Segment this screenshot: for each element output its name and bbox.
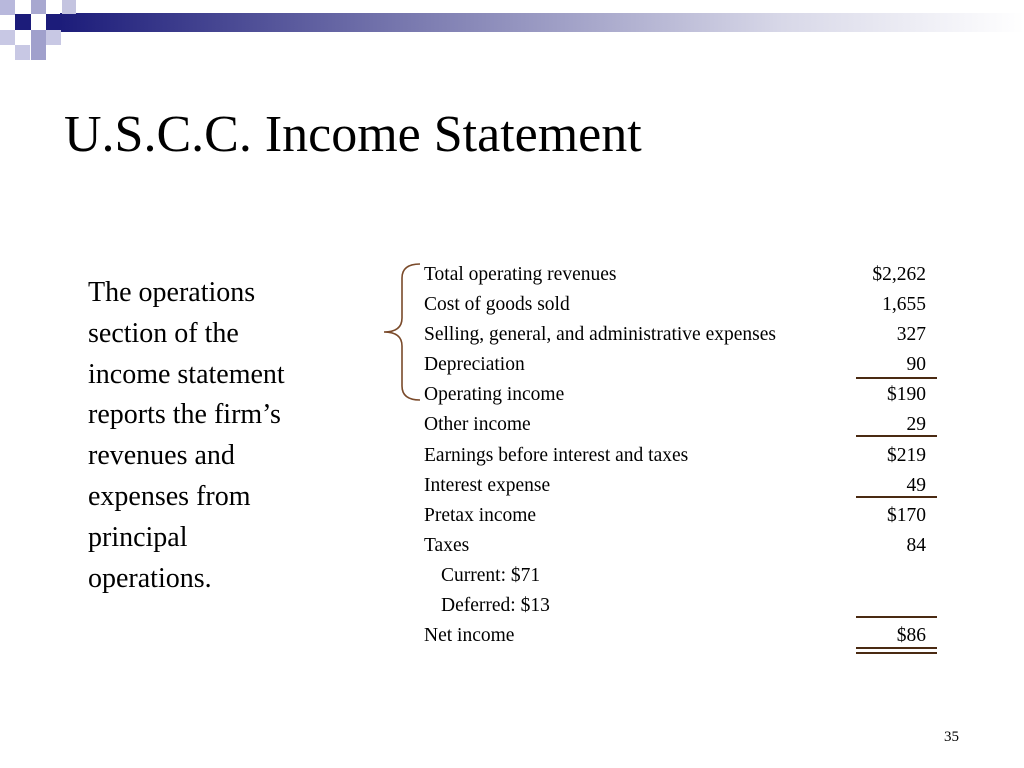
- table-row: [424, 412, 944, 442]
- description-line: operations.: [88, 562, 212, 594]
- row-label: Earnings before interest and taxes: [424, 444, 689, 466]
- row-label: Operating income: [424, 384, 565, 406]
- description-line: The operations: [88, 277, 256, 308]
- row-label: Pretax income: [424, 504, 537, 526]
- table-row: [424, 473, 944, 503]
- row-label: Depreciation: [424, 354, 525, 376]
- table-row: [424, 503, 944, 533]
- row-amount: 1,655: [882, 294, 926, 316]
- row-amount: 49: [906, 474, 926, 496]
- decor-square: [46, 14, 62, 30]
- table-row: [424, 262, 944, 292]
- decor-square: [62, 0, 76, 14]
- row-label: Other income: [424, 414, 531, 436]
- description-line: section of the: [88, 317, 239, 349]
- row-label: Cost of goods sold: [424, 294, 570, 316]
- operations-brace: [378, 262, 422, 402]
- row-label: Selling, general, and administrative expenses: [424, 324, 776, 346]
- row-label: Net income: [424, 625, 515, 647]
- decor-square: [31, 45, 46, 60]
- double-underline-rule: [856, 652, 937, 654]
- row-label: Taxes: [424, 534, 470, 556]
- row-label: Current: $71: [441, 564, 541, 586]
- table-row: [424, 322, 944, 352]
- description-paragraph: [88, 273, 348, 599]
- double-underline-rule: [856, 647, 937, 649]
- table-row: [424, 382, 944, 412]
- row-amount: $86: [896, 625, 926, 647]
- row-amount: 327: [896, 324, 926, 346]
- row-amount: 84: [906, 534, 926, 556]
- row-label: Deferred: $13: [441, 595, 550, 617]
- table-row: [424, 563, 944, 593]
- table-row: [424, 292, 944, 322]
- table-row: [424, 593, 944, 623]
- row-amount: 90: [906, 354, 926, 376]
- decor-square: [46, 30, 61, 45]
- decor-square: [31, 30, 46, 45]
- subtotal-rule: [856, 377, 937, 379]
- decor-square: [15, 14, 31, 30]
- header-decoration: [0, 0, 1024, 70]
- row-label: Interest expense: [424, 474, 551, 496]
- header-pattern-graphic: [0, 0, 1024, 70]
- description-line: income statement: [88, 358, 285, 390]
- description-line: expenses from: [88, 480, 251, 512]
- row-amount: $190: [887, 384, 926, 406]
- subtotal-rule: [856, 435, 937, 437]
- table-row: [424, 533, 944, 563]
- description-line: reports the firm’s: [88, 399, 281, 431]
- row-amount: $170: [887, 504, 926, 526]
- description-line: principal: [88, 521, 188, 553]
- row-amount: 29: [906, 414, 926, 436]
- description-line: revenues and: [88, 440, 235, 472]
- subtotal-rule: [856, 616, 937, 618]
- table-row: [424, 443, 944, 473]
- gradient-bar: [60, 13, 1024, 32]
- page-number: 35: [944, 729, 959, 745]
- row-amount: $219: [887, 444, 926, 466]
- decor-square: [31, 0, 46, 14]
- decor-square: [0, 30, 15, 45]
- page-title: U.S.C.C. Income Statement: [64, 106, 642, 163]
- subtotal-rule: [856, 496, 937, 498]
- row-label: Total operating revenues: [424, 264, 617, 285]
- decor-square: [15, 45, 30, 60]
- income-statement-table: [424, 262, 944, 653]
- decor-square: [0, 0, 15, 15]
- row-amount: $2,262: [872, 264, 926, 285]
